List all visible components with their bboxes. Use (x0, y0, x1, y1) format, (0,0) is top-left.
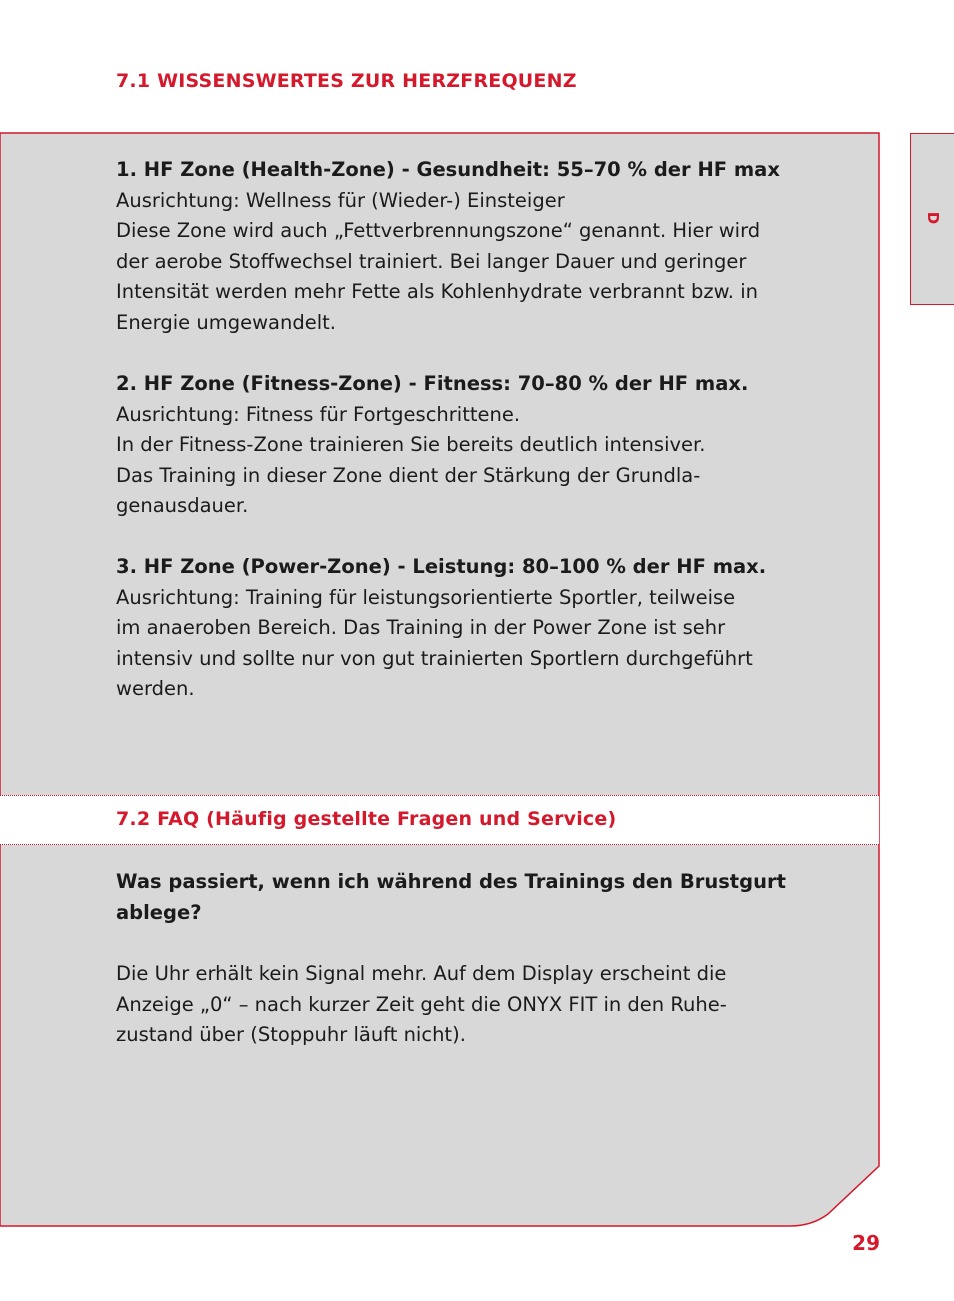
zone-3-block (116, 552, 836, 705)
language-tab (910, 133, 954, 305)
faq-question-line: ablege? (116, 900, 202, 924)
faq-question (116, 867, 836, 928)
zone-2-line: In der Fitness-Zone trainieren Sie bereits deutlich intensiver. (116, 433, 706, 457)
faq-question-line: Was passiert, wenn ich während des Trainings den Brustgurt (116, 870, 786, 893)
section-heading-7-1: 7.1 WISSENSWERTES ZUR HERZFREQUENZ (116, 70, 577, 92)
zone-2-line: Ausrichtung: Fitness für Fortgeschrittene. (116, 402, 521, 426)
zone-1-block (116, 155, 836, 339)
zone-1-line: Diese Zone wird auch „Fettverbrennungszone“ genannt. Hier wird (116, 219, 761, 243)
zone-1-line: Intensität werden mehr Fette als Kohlenhydrate verbrannt bzw. in (116, 280, 758, 304)
zone-2-title: 2. HF Zone (Fitness-Zone) - Fitness: 70–80 % der HF max. (116, 372, 749, 395)
zone-3-line: Ausrichtung: Training für leistungsorientierte Sportler, teilweise (116, 585, 736, 609)
zone-3-title: 3. HF Zone (Power-Zone) - Leistung: 80–100 % der HF max. (116, 555, 767, 578)
faq-answer-line: zustand über (Stoppuhr läuft nicht). (116, 1023, 466, 1047)
zone-2-line: genausdauer. (116, 494, 249, 518)
zone-3-line: intensiv und sollte nur von gut trainierten Sportlern durchgeführt (116, 646, 753, 670)
zone-2-line: Das Training in dieser Zone dient der Stärkung der Grundla- (116, 463, 701, 487)
zone-2-block (116, 369, 836, 522)
zone-3-line: werden. (116, 677, 195, 701)
faq-answer-line: Die Uhr erhält kein Signal mehr. Auf dem Display erscheint die (116, 962, 727, 985)
faq-answer-line: Anzeige „0“ – nach kurzer Zeit geht die ONYX FIT in den Ruhe- (116, 992, 727, 1016)
zone-1-line: Energie umgewandelt. (116, 310, 336, 334)
zone-3-line: im anaeroben Bereich. Das Training in der Power Zone ist sehr (116, 616, 726, 640)
zone-1-line: der aerobe Stoffwechsel trainiert. Bei langer Dauer und geringer (116, 249, 747, 273)
language-tab-label: D (923, 211, 942, 225)
faq-answer (116, 959, 836, 1051)
section-heading-7-2: 7.2 FAQ (Häufig gestellte Fragen und Service) (116, 808, 617, 830)
page-number: 29 (852, 1231, 880, 1255)
zone-1-line: Ausrichtung: Wellness für (Wieder-) Einsteiger (116, 188, 565, 212)
zone-1-title: 1. HF Zone (Health-Zone) - Gesundheit: 55–70 % der HF max (116, 158, 780, 181)
